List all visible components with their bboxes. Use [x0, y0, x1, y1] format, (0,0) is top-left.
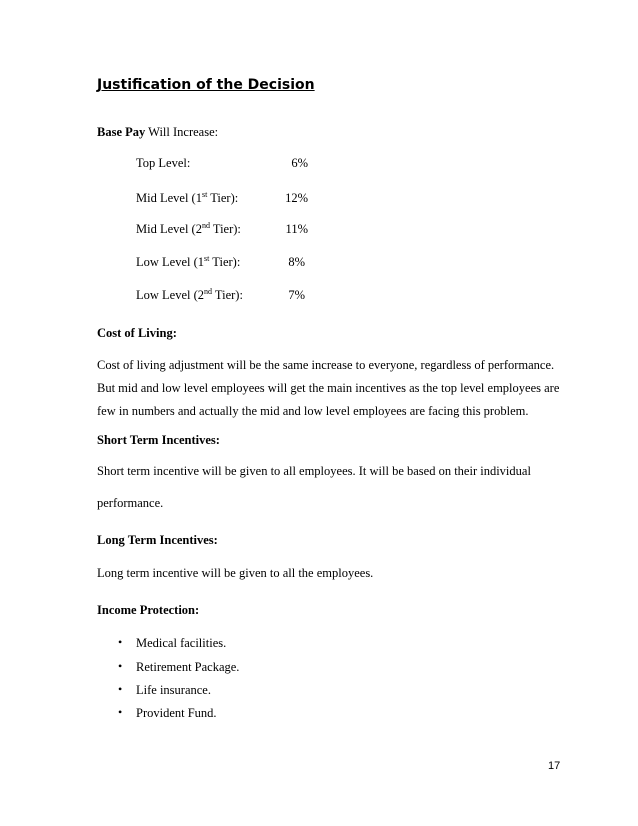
base-pay-label: Base Pay — [97, 125, 146, 139]
level-label: Low Level (1st Tier): — [136, 253, 241, 269]
base-pay-heading — [97, 125, 218, 140]
level-value: 8% — [288, 255, 305, 269]
paragraph-line: Long term incentive will be given to all the employees. — [97, 566, 374, 580]
level-label: Top Level: — [136, 156, 191, 170]
short-term-heading: Short Term Incentives: — [97, 433, 220, 447]
level-value: 12% — [285, 191, 308, 205]
paragraph-line: But mid and low level employees will get the main incentives as the top level employees are — [97, 381, 560, 395]
paragraph-line: performance. — [97, 496, 164, 510]
level-label: Mid Level (1st Tier): — [136, 189, 239, 205]
base-pay-label-rest: Will Increase: — [145, 125, 219, 139]
level-value: 11% — [285, 222, 308, 236]
long-term-heading: Long Term Incentives: — [97, 533, 218, 547]
paragraph-line: Cost of living adjustment will be the same increase to everyone, regardless of performance. — [97, 358, 555, 372]
list-item: Medical facilities. — [136, 636, 227, 650]
bullet-icon: • — [118, 659, 123, 673]
paragraph-line: few in numbers and actually the mid and low level employees are facing this problem. — [97, 404, 529, 418]
page-title: Justification of the Decision — [97, 77, 315, 93]
list-item: Provident Fund. — [136, 706, 217, 720]
paragraph-line: Short term incentive will be given to all employees. It will be based on their individual — [97, 464, 531, 478]
income-protection-heading: Income Protection: — [97, 603, 200, 617]
list-item: Life insurance. — [136, 683, 211, 697]
level-value: 6% — [291, 156, 308, 170]
bullet-icon: • — [118, 705, 123, 719]
page-number: 17 — [548, 760, 561, 772]
bullet-icon: • — [118, 682, 123, 696]
list-item: Retirement Package. — [136, 660, 240, 674]
level-label: Low Level (2nd Tier): — [136, 286, 243, 302]
level-value: 7% — [288, 288, 305, 302]
bullet-icon: • — [118, 635, 123, 649]
level-label: Mid Level (2nd Tier): — [136, 220, 241, 236]
cost-of-living-heading: Cost of Living: — [97, 326, 177, 340]
